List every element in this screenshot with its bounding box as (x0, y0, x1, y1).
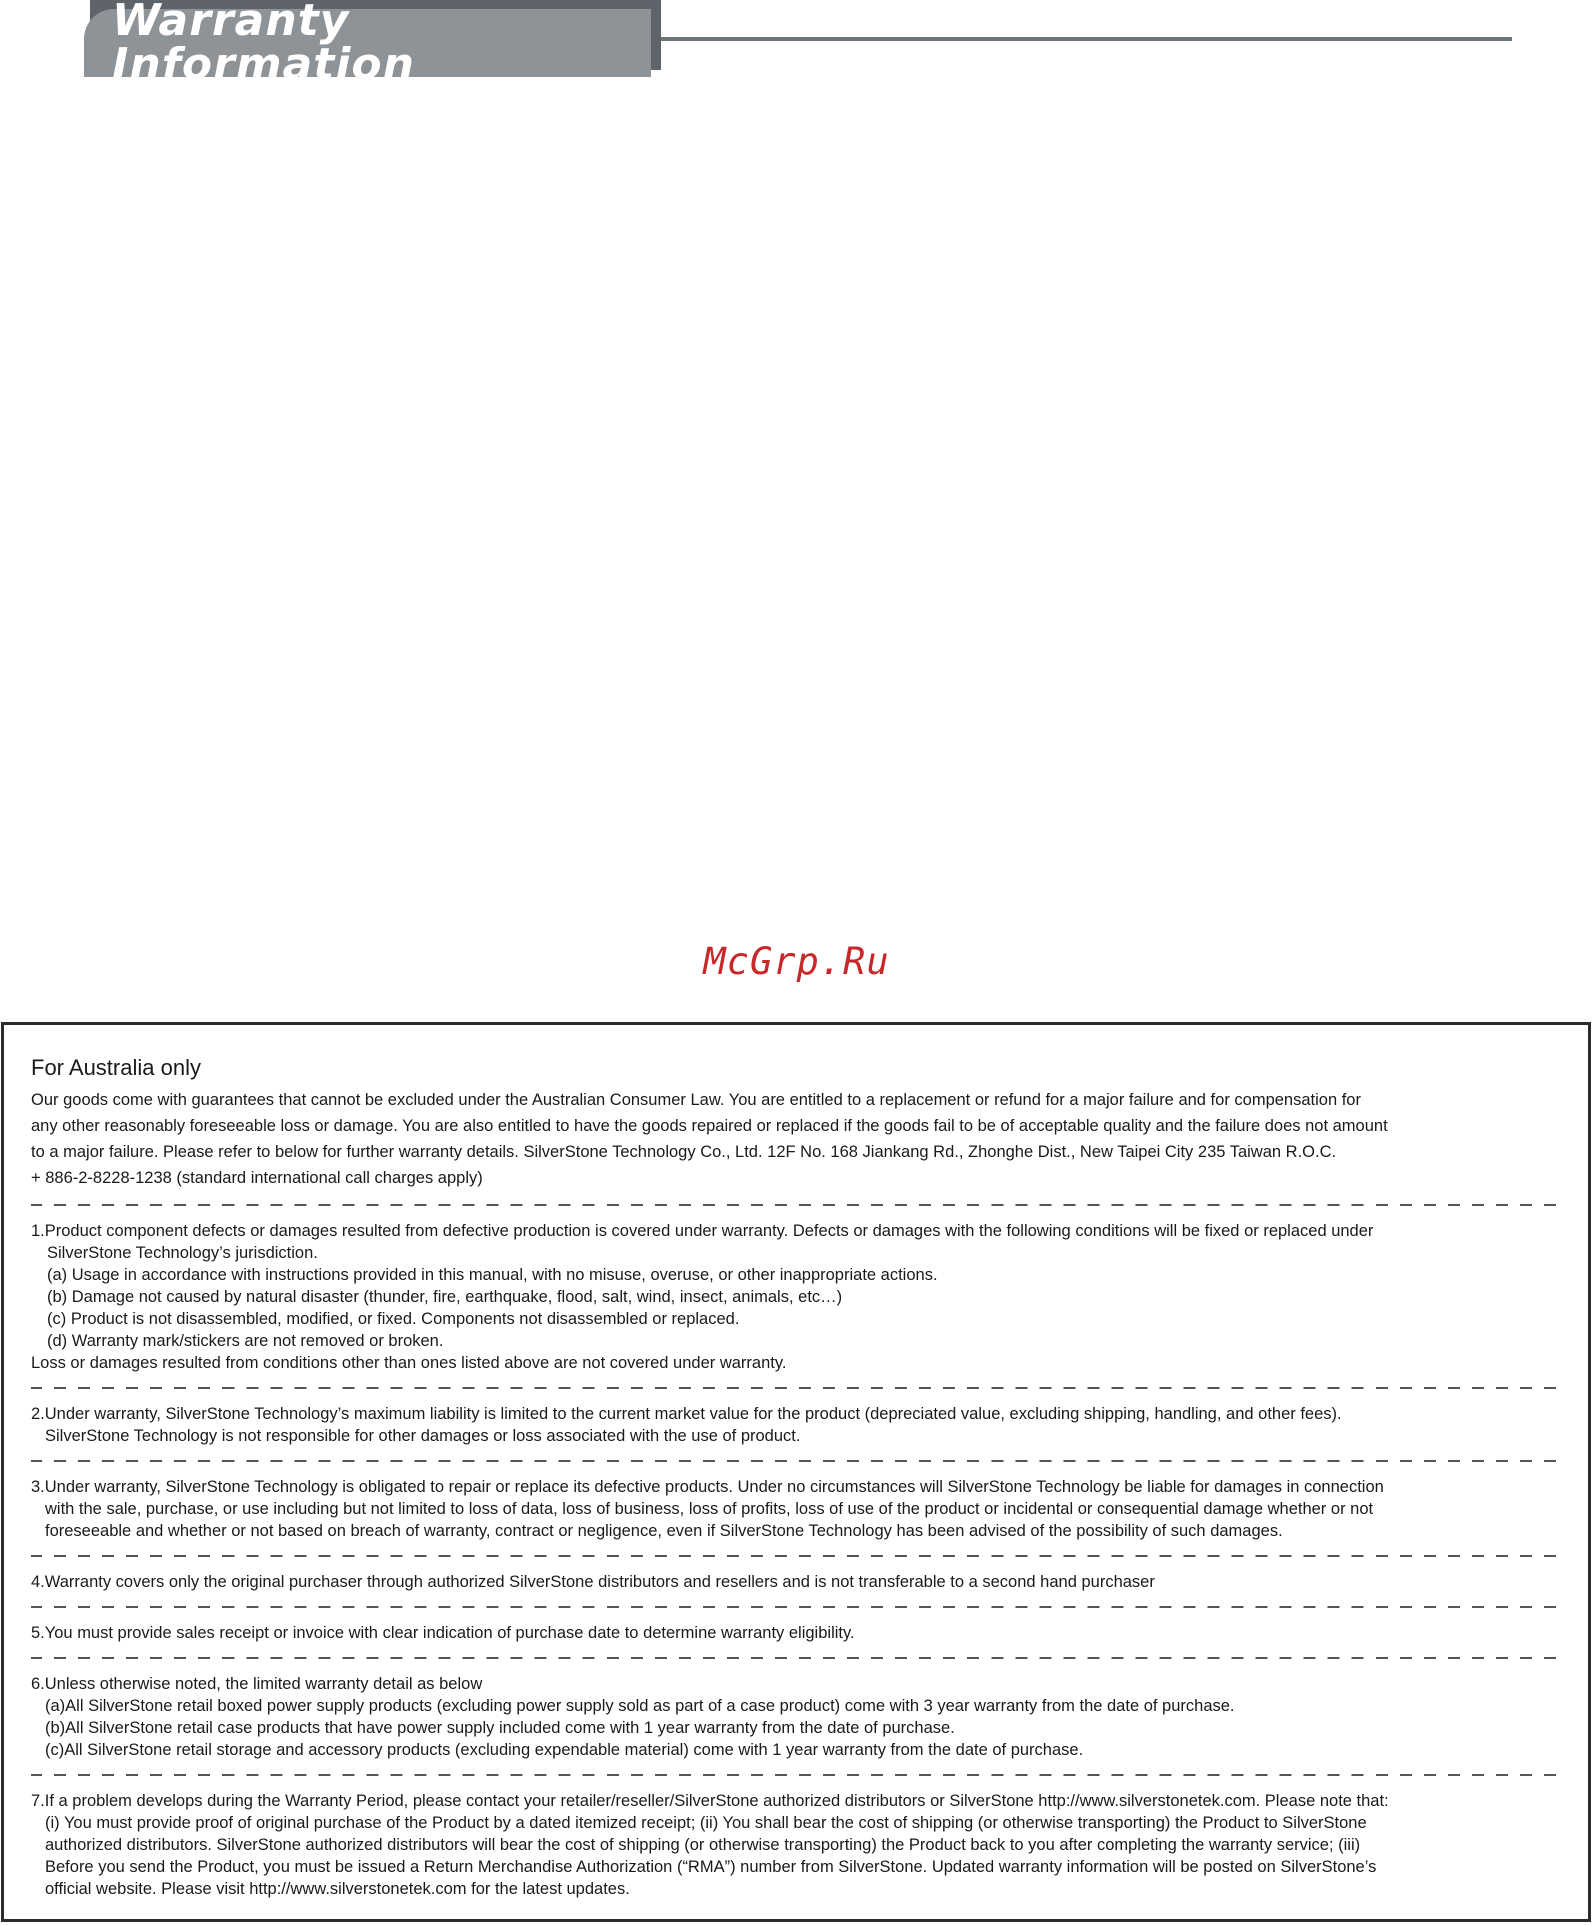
section-item: (a)All SilverStone retail boxed power supply products (excluding power supply sold as part of a case product) come with 3 year warranty from the date of purchase. (45, 1697, 1235, 1715)
section-line: 7.If a problem develops during the Warranty Period, please contact your retailer/reseller/SilverStone authorized distributors or SilverStone http://www.silverstonetek.com. Please note that: (31, 1792, 1389, 1810)
section-item: (a) Usage in accordance with instructions provided in this manual, with no misuse, overuse, or other inappropriate actions. (47, 1266, 938, 1284)
warranty-heading: For Australia only (31, 1055, 201, 1080)
section-line: 4.Warranty covers only the original purchaser through authorized SilverStone distributors and resellers and is not transferable to a second hand purchaser (31, 1573, 1155, 1591)
section-line: authorized distributors. SilverStone authorized distributors will bear the cost of shipping (or otherwise transporting) the Product back to you after completing the warranty service; (iii) (45, 1836, 1361, 1854)
dashed-divider (31, 1387, 1563, 1389)
dashed-divider (31, 1204, 1563, 1206)
intro-line: any other reasonably foreseeable loss or damage. You are also entitled to have the goods repaired or replaced if the goods fail to be of acceptable quality and the failure does not amount (31, 1117, 1388, 1135)
section-4 (31, 1571, 1563, 1593)
warranty-content (31, 1053, 1563, 1900)
section-line: 3.Under warranty, SilverStone Technology is obligated to repair or replace its defective products. Under no circumstances will SilverStone Technology be liable for damages in connection (31, 1478, 1384, 1496)
section-5 (31, 1622, 1563, 1644)
section-line: Before you send the Product, you must be issued a Return Merchandise Authorization (“RMA”) number from SilverStone. Updated warranty information will be posted on SilverStone’s (45, 1858, 1377, 1876)
section-3 (31, 1476, 1563, 1542)
section-note: Loss or damages resulted from conditions other than ones listed above are not covered under warranty. (31, 1354, 787, 1372)
section-2 (31, 1403, 1563, 1447)
warranty-box (1, 1022, 1591, 1922)
dashed-divider (31, 1657, 1563, 1659)
dashed-divider (31, 1460, 1563, 1462)
dashed-divider (31, 1555, 1563, 1557)
section-line: 5.You must provide sales receipt or invoice with clear indication of purchase date to determine warranty eligibility. (31, 1624, 855, 1642)
section-line: 6.Unless otherwise noted, the limited warranty detail as below (31, 1675, 483, 1693)
section-item: (c)All SilverStone retail storage and accessory products (excluding expendable material) come with 1 year warranty from the date of purchase. (45, 1741, 1084, 1759)
section-item: (b)All SilverStone retail case products that have power supply included come with 1 year warranty from the date of purchase. (45, 1719, 955, 1737)
section-line: (i) You must provide proof of original purchase of the Product by a dated itemized receipt; (ii) You shall bear the cost of shipping (or otherwise transporting) the Product to SilverStone (45, 1814, 1367, 1832)
intro-line: + 886-2-8228-1238 (standard international call charges apply) (31, 1169, 483, 1187)
section-line: foreseeable and whether or not based on breach of warranty, contract or negligence, even if SilverStone Technology has been advised of the possibility of such damages. (45, 1522, 1283, 1540)
section-line: SilverStone Technology’s jurisdiction. (47, 1244, 318, 1262)
intro-line: to a major failure. Please refer to below for further warranty details. SilverStone Technology Co., Ltd. 12F No. 168 Jiankang Rd., Zhonghe Dist., New Taipei City 235 Taiwan R.O.C. (31, 1143, 1337, 1161)
dashed-divider (31, 1606, 1563, 1608)
section-line: 1.Product component defects or damages resulted from defective production is covered under warranty. Defects or damages with the following conditions will be fixed or replaced under (31, 1222, 1374, 1240)
section-line: 2.Under warranty, SilverStone Technology’s maximum liability is limited to the current market value for the product (depreciated value, excluding shipping, handling, and other fees). (31, 1405, 1342, 1423)
section-item: (b) Damage not caused by natural disaster (thunder, fire, earthquake, flood, salt, wind, insect, animals, etc…) (47, 1288, 843, 1306)
warranty-intro (31, 1087, 1563, 1191)
section-item: (c) Product is not disassembled, modified, or fixed. Components not disassembled or replaced. (47, 1310, 740, 1328)
section-7 (31, 1790, 1563, 1900)
intro-line: Our goods come with guarantees that cannot be excluded under the Australian Consumer Law. You are entitled to a replacement or refund for a major failure and for compensation for (31, 1091, 1361, 1109)
section-item: (d) Warranty mark/stickers are not removed or broken. (47, 1332, 444, 1350)
section-line: official website. Please visit http://www.silverstonetek.com for the latest updates. (45, 1880, 630, 1898)
section-1 (31, 1220, 1563, 1374)
watermark: McGrp.Ru (703, 940, 890, 983)
section-line: SilverStone Technology is not responsible for other damages or loss associated with the use of product. (45, 1427, 801, 1445)
section-6 (31, 1673, 1563, 1761)
header-rule (661, 37, 1512, 41)
header-banner (84, 0, 651, 90)
page-title: Warranty Information (112, 0, 415, 90)
section-line: with the sale, purchase, or use including but not limited to loss of data, loss of business, loss of profits, loss of use of the product or incidental or consequential damage whether or not (45, 1500, 1374, 1518)
dashed-divider (31, 1774, 1563, 1776)
